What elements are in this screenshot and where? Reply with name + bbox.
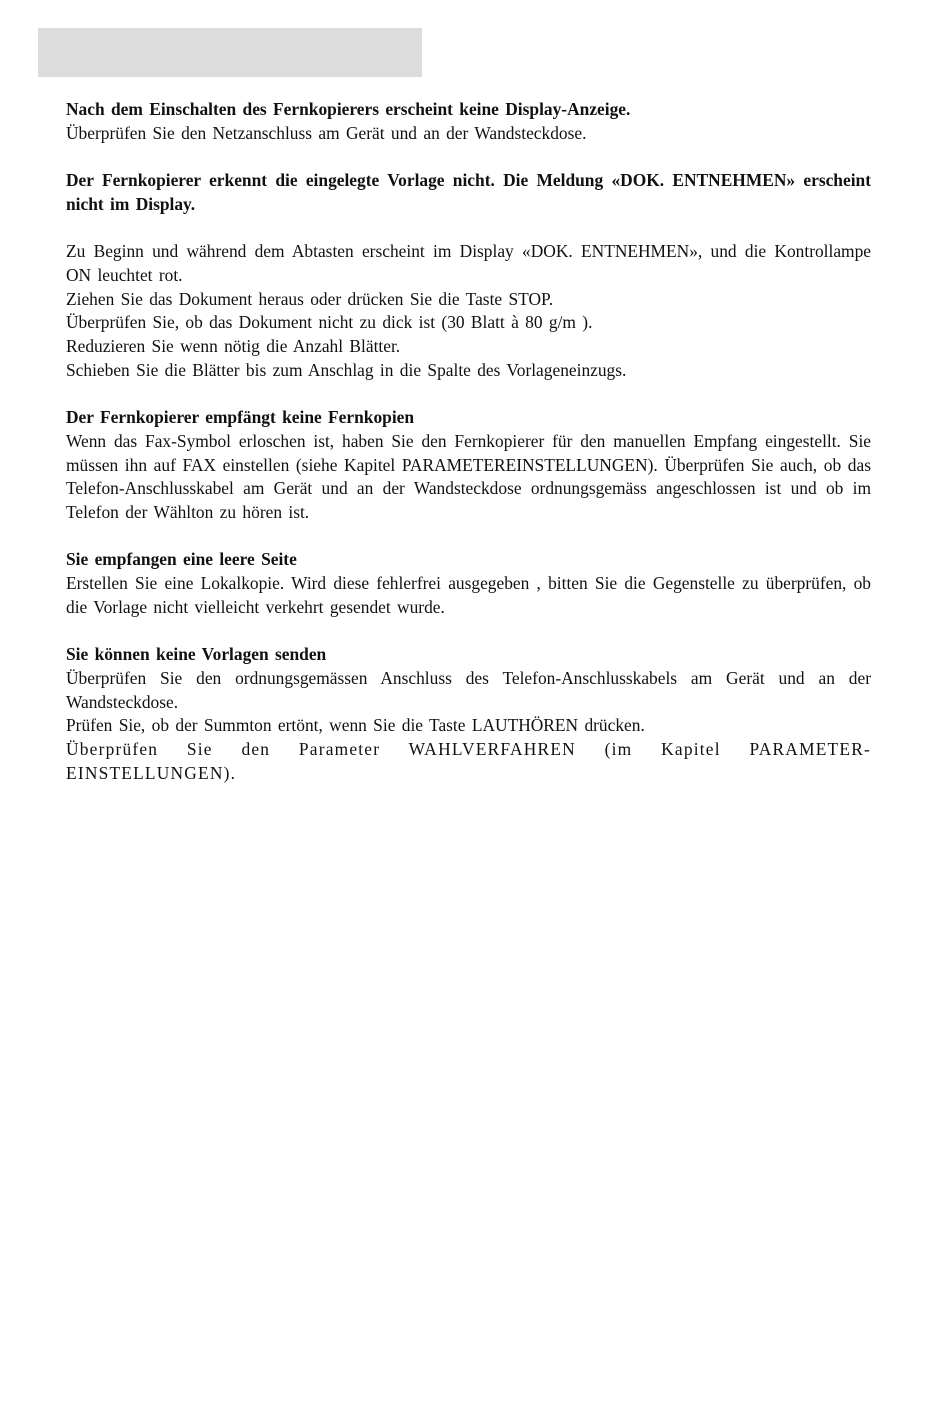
section-document-not-detected [66,169,871,216]
section-no-reception [66,406,871,525]
section-cannot-send [66,643,871,785]
section-paragraph: Reduzieren Sie wenn nötig die Anzahl Blätter. [66,336,401,356]
section-paragraph: Überprüfen Sie den Parameter WAHLVERFAHREN (im Kapitel PARAMETER-EINSTELLUNGEN). [66,738,871,783]
section-no-display [66,98,871,145]
section-paragraph: Schieben Sie die Blätter bis zum Anschlag in die Spalte des Vorlageneinzugs. [66,359,627,380]
section-paragraph: Überprüfen Sie den Netzanschluss am Gerät und an der Wandsteckdose. [66,122,587,143]
section-heading: Der Fernkopierer empfängt keine Fernkopien [66,407,415,428]
section-document-detected-steps [66,240,871,382]
section-heading: Sie empfangen eine leere Seite [66,549,297,570]
section-paragraph: Erstellen Sie eine Lokalkopie. Wird diese fehlerfrei ausgegeben , bitten Sie die Gegenstelle zu überprüfen, ob die Vorlage nicht vielleicht verkehrt gesendet wurde. [66,573,871,617]
section-empty-page [66,548,871,619]
section-paragraph: Überprüfen Sie, ob das Dokument nicht zu dick ist (30 Blatt à 80 g/m ). [66,312,593,333]
section-paragraph: Überprüfen Sie den ordnungsgemässen Anschluss des Telefon-Anschlusskabels am Gerät und an der Wandsteckdose. [66,667,871,712]
section-paragraph: Ziehen Sie das Dokument heraus oder drücken Sie die Taste STOP. [66,288,554,309]
header-bar [38,28,422,77]
section-paragraph: Wenn das Fax-Symbol erloschen ist, haben Sie den Fernkopierer für den manuellen Empfang eingestellt. Sie müssen ihn auf FAX einstellen (siehe Kapitel PARAMETEREINSTELLUNGEN). Überprüfen Sie auch, ob das Telefon-Anschlusskabel am Gerät und an der Wandsteckdose ordnungsgemäss angeschlossen ist und ob im Telefon der Wählton zu hören ist. [66,430,871,522]
section-heading: Nach dem Einschalten des Fernkopierers erscheint keine Display-Anzeige. [66,99,631,119]
section-heading: Der Fernkopierer erkennt die eingelegte Vorlage nicht. Die Meldung «DOK. ENTNEHMEN» erscheint nicht im Display. [66,170,871,214]
section-paragraph: Prüfen Sie, ob der Summton ertönt, wenn Sie die Taste LAUTHÖREN drücken. [66,715,645,736]
section-heading: Sie können keine Vorlagen senden [66,644,327,665]
section-paragraph: Zu Beginn und während dem Abtasten erscheint im Display «DOK. ENTNEHMEN», und die Kontrollampe ON leuchtet rot. [66,241,871,285]
document-body [66,98,871,809]
